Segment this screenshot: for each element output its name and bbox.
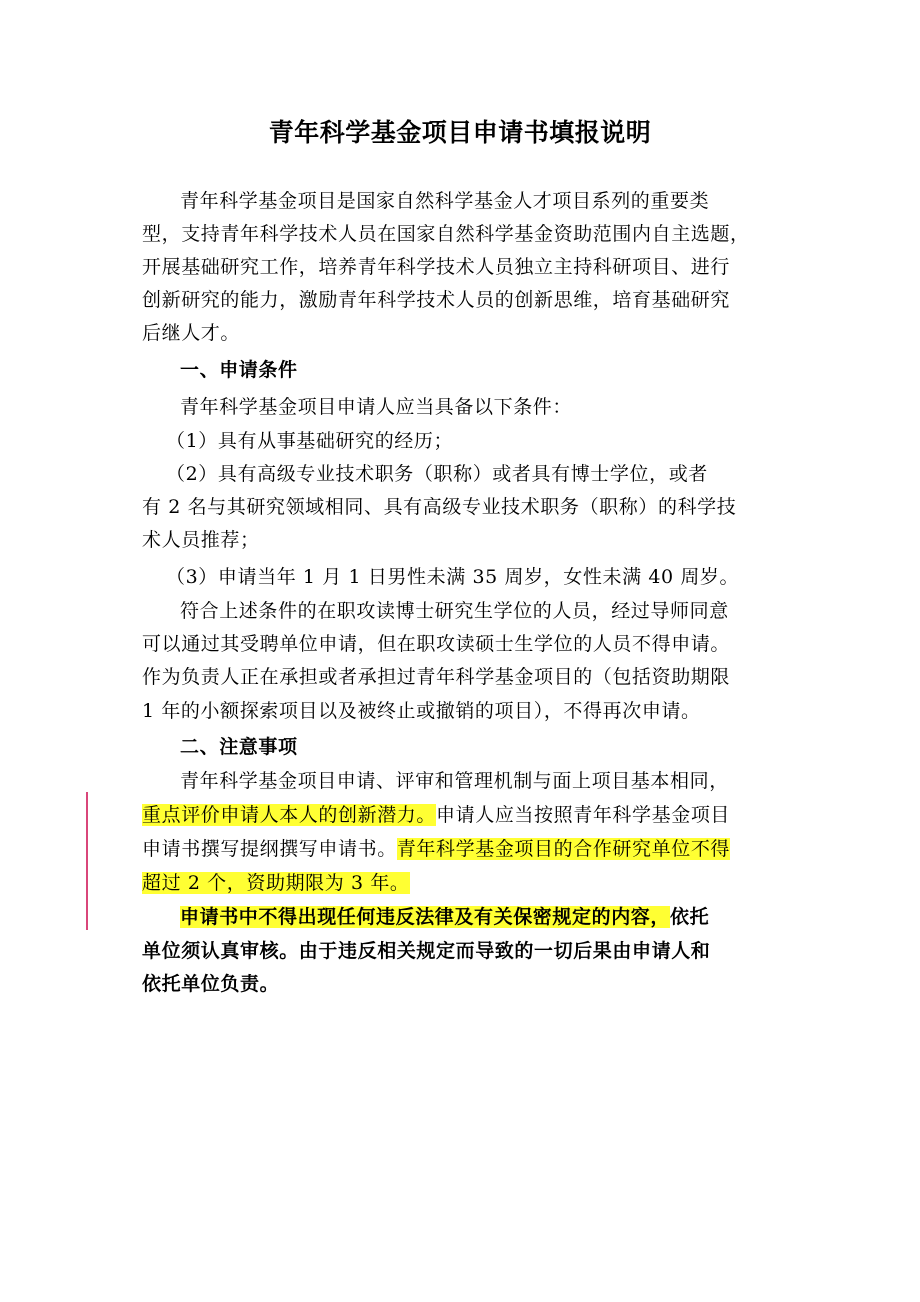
section2-p1-line1: 青年科学基金项目申请、评审和管理机制与面上项目基本相同， <box>180 770 729 792</box>
section1-item1: （1）具有从事基础研究的经历； <box>166 430 454 452</box>
intro-line-2: 型，支持青年科学技术人员在国家自然科学基金资助范围内自主选题， <box>142 223 750 245</box>
intro-line-5: 后继人才。 <box>142 322 241 344</box>
section1-item2-line2: 有 2 名与其研究领域相同、具有高级专业技术职务（职称）的科学技 <box>142 496 737 518</box>
highlighted-text: 青年科学基金项目的合作研究单位不得 <box>396 838 731 860</box>
intro-line-3: 开展基础研究工作，培养青年科学技术人员独立主持科研项目、进行 <box>142 256 731 278</box>
section1-lead: 青年科学基金项目申请人应当具备以下条件： <box>180 396 573 418</box>
section1-note-line1: 符合上述条件的在职攻读博士研究生学位的人员，经过导师同意 <box>180 600 729 622</box>
section1-item2-line3: 术人员推荐； <box>142 529 260 551</box>
document-title: 青年科学基金项目申请书填报说明 <box>268 118 652 147</box>
section1-item2-line1: （2）具有高级专业技术职务（职称）或者具有博士学位，或者 <box>166 463 708 485</box>
bold-text: 依托 <box>670 906 710 928</box>
intro-line-4: 创新研究的能力，激励青年科学技术人员的创新思维，培育基础研究 <box>142 289 731 311</box>
section2-p2-line2: 单位须认真审核。由于违反相关规定而导致的一切后果由申请人和 <box>142 940 711 962</box>
highlighted-text: 重点评价申请人本人的创新潜力。 <box>142 804 437 826</box>
section2-p1-line2 <box>142 799 730 831</box>
section2-p1-line3 <box>142 833 730 865</box>
highlighted-text: 超过 2 个，资助期限为 3 年。 <box>142 872 410 894</box>
section1-item3: （3）申请当年 1 月 1 日男性未满 35 周岁，女性未满 40 周岁。 <box>166 566 740 588</box>
section1-heading: 一、申请条件 <box>180 359 298 381</box>
section2-p2-line1 <box>180 901 709 933</box>
revision-change-bar <box>86 792 88 930</box>
section1-note-line3: 作为负责人正在承担或者承担过青年科学基金项目的（包括资助期限 <box>142 666 731 688</box>
highlighted-bold-text: 申请书中不得出现任何违反法律及有关保密规定的内容， <box>180 906 671 928</box>
section1-note-line2: 可以通过其受聘单位申请，但在职攻读硕士生学位的人员不得申请。 <box>142 633 731 655</box>
section2-p2-line3: 依托单位负责。 <box>142 973 280 995</box>
section1-note-line4: 1 年的小额探索项目以及被终止或撤销的项目），不得再次申请。 <box>142 700 701 722</box>
plain-text: 申请人应当按照青年科学基金项目 <box>436 804 731 826</box>
plain-text: 申请书撰写提纲撰写申请书。 <box>142 838 397 860</box>
intro-line-1: 青年科学基金项目是国家自然科学基金人才项目系列的重要类 <box>180 190 710 212</box>
section2-p1-line4 <box>142 867 410 899</box>
section2-heading: 二、注意事项 <box>180 736 298 758</box>
